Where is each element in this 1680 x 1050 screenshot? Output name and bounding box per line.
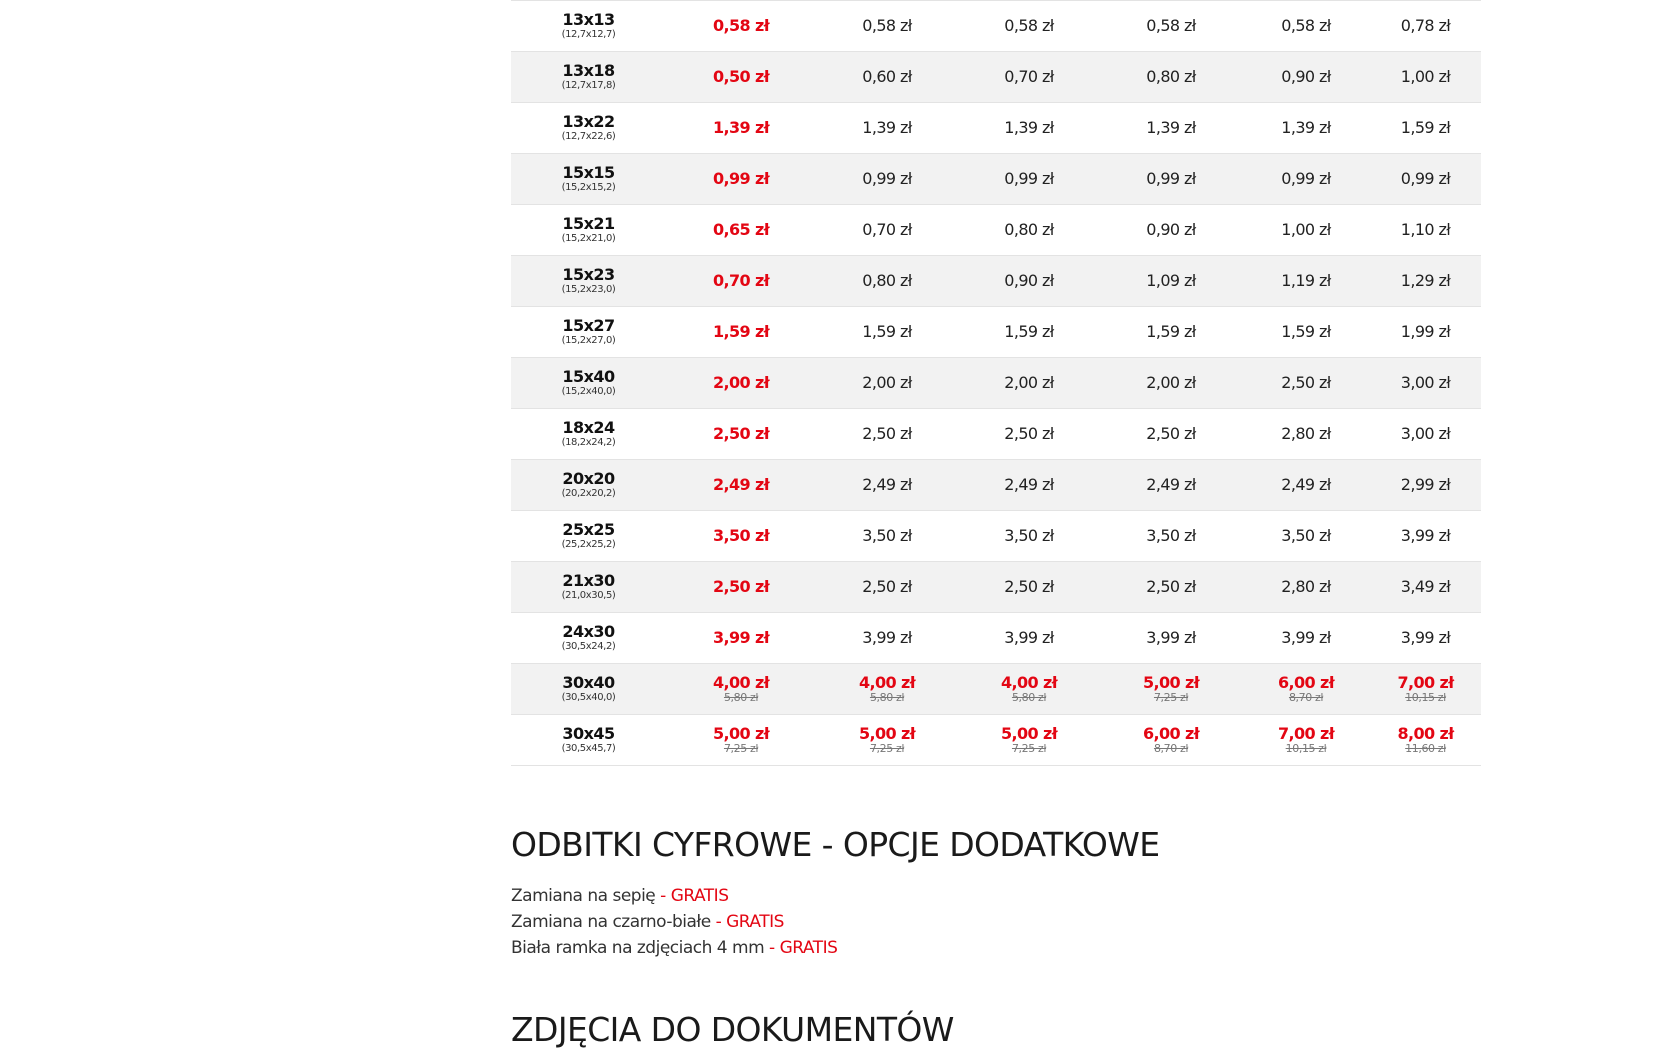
size-cell — [511, 664, 666, 715]
list-item — [511, 935, 837, 961]
price-value: 2,50 zł — [1004, 577, 1054, 596]
option-label: Biała ramka na zdjęciach 4 mm — [511, 938, 765, 958]
price-cell — [1100, 1, 1242, 52]
table-row — [511, 1, 1481, 52]
size-cell — [511, 52, 666, 103]
print-size: 15x27 — [562, 316, 615, 335]
price-value: 2,50 zł — [712, 577, 770, 596]
price-value: 1,59 zł — [862, 322, 912, 341]
price-cell — [1370, 103, 1481, 154]
size-cell — [511, 1, 666, 52]
table-row — [511, 715, 1481, 766]
price-cell — [666, 52, 816, 103]
price-cell — [1242, 205, 1370, 256]
price-cell — [666, 613, 816, 664]
price-cell — [1242, 154, 1370, 205]
price-cell — [666, 511, 816, 562]
print-dimensions: (15,2x21,0) — [561, 233, 616, 244]
old-price-value: 11,60 zł — [1405, 742, 1446, 755]
print-size: 13x22 — [562, 112, 615, 131]
price-cell — [666, 154, 816, 205]
price-cell — [816, 307, 958, 358]
old-price-value: 7,25 zł — [1011, 742, 1047, 755]
price-cell — [816, 154, 958, 205]
table-row — [511, 52, 1481, 103]
price-table-body — [511, 1, 1481, 766]
price-cell — [1242, 511, 1370, 562]
print-dimensions: (30,5x24,2) — [561, 641, 616, 652]
table-row — [511, 103, 1481, 154]
price-value: 2,80 zł — [1281, 577, 1331, 596]
print-size: 13x18 — [562, 61, 615, 80]
option-price-gratis: - GRATIS — [769, 938, 838, 958]
price-cell — [1100, 358, 1242, 409]
price-cell — [816, 205, 958, 256]
size-cell — [511, 460, 666, 511]
price-value: 5,00 zł — [712, 724, 770, 743]
price-cell — [816, 562, 958, 613]
price-cell — [1100, 562, 1242, 613]
price-value: 2,50 zł — [1281, 373, 1331, 392]
price-value: 0,99 zł — [1004, 169, 1054, 188]
price-cell — [1242, 664, 1370, 715]
price-value: 2,50 zł — [862, 577, 912, 596]
price-cell — [1370, 205, 1481, 256]
price-cell — [1370, 511, 1481, 562]
price-value: 2,99 zł — [1400, 475, 1451, 494]
price-value: 3,50 zł — [1004, 526, 1054, 545]
price-cell — [816, 409, 958, 460]
price-cell — [1100, 154, 1242, 205]
price-cell — [958, 511, 1100, 562]
price-cell — [1370, 460, 1481, 511]
size-cell — [511, 307, 666, 358]
size-cell — [511, 511, 666, 562]
price-cell — [666, 103, 816, 154]
price-cell — [1100, 307, 1242, 358]
price-cell — [1370, 715, 1481, 766]
price-value: 3,00 zł — [1400, 424, 1451, 443]
print-size: 18x24 — [562, 418, 615, 437]
price-cell — [816, 460, 958, 511]
price-value: 8,00 zł — [1397, 724, 1454, 743]
price-value: 0,58 zł — [1281, 16, 1331, 35]
price-value: 0,90 zł — [1146, 220, 1196, 239]
price-cell — [1242, 562, 1370, 613]
price-cell — [1242, 307, 1370, 358]
price-cell — [1100, 613, 1242, 664]
price-cell — [1242, 613, 1370, 664]
table-row — [511, 358, 1481, 409]
price-value: 0,80 zł — [862, 271, 912, 290]
print-dimensions: (15,2x40,0) — [561, 386, 616, 397]
price-value: 2,50 zł — [712, 424, 770, 443]
price-cell — [958, 103, 1100, 154]
price-value: 1,10 zł — [1400, 220, 1451, 239]
price-value: 0,65 zł — [712, 220, 770, 239]
price-cell — [1100, 664, 1242, 715]
price-cell — [816, 52, 958, 103]
price-cell — [1242, 52, 1370, 103]
size-cell — [511, 256, 666, 307]
print-size: 15x21 — [562, 214, 615, 233]
price-value: 0,70 zł — [1004, 67, 1054, 86]
price-cell — [1100, 52, 1242, 103]
price-cell — [1242, 358, 1370, 409]
price-cell — [816, 511, 958, 562]
price-value: 1,39 zł — [1281, 118, 1331, 137]
price-value: 0,50 zł — [712, 67, 770, 86]
price-value: 5,00 zł — [1000, 724, 1058, 743]
size-cell — [511, 715, 666, 766]
size-cell — [511, 205, 666, 256]
price-value: 3,50 zł — [862, 526, 912, 545]
old-price-value: 8,70 zł — [1288, 691, 1324, 704]
price-value: 3,00 zł — [1400, 373, 1451, 392]
price-value: 0,78 zł — [1400, 16, 1451, 35]
page-content — [511, 0, 1481, 1049]
size-cell — [511, 358, 666, 409]
price-value: 2,00 zł — [712, 373, 770, 392]
price-value: 2,50 zł — [1146, 577, 1196, 596]
print-size: 15x40 — [562, 367, 615, 386]
price-value: 1,00 zł — [1281, 220, 1331, 239]
price-value: 0,58 zł — [862, 16, 912, 35]
list-item — [511, 909, 837, 935]
price-cell — [1100, 256, 1242, 307]
price-cell — [1370, 613, 1481, 664]
options-list — [511, 883, 837, 961]
old-price-value: 7,25 zł — [723, 742, 759, 755]
price-cell — [1370, 409, 1481, 460]
price-value: 2,49 zł — [1146, 475, 1196, 494]
price-cell — [1100, 205, 1242, 256]
price-value: 3,50 zł — [712, 526, 770, 545]
price-value: 3,50 zł — [1281, 526, 1331, 545]
print-dimensions: (21,0x30,5) — [561, 590, 616, 601]
size-cell — [511, 154, 666, 205]
price-cell — [666, 358, 816, 409]
price-cell — [1100, 460, 1242, 511]
price-cell — [666, 205, 816, 256]
list-item — [511, 883, 837, 909]
price-cell — [666, 664, 816, 715]
print-size: 30x40 — [562, 673, 615, 692]
price-value: 0,70 zł — [862, 220, 912, 239]
price-cell — [1370, 154, 1481, 205]
print-dimensions: (12,7x22,6) — [561, 131, 616, 142]
price-value: 1,59 zł — [1146, 322, 1196, 341]
print-dimensions: (12,7x17,8) — [561, 80, 616, 91]
old-price-value: 7,25 zł — [869, 742, 905, 755]
price-value: 0,58 zł — [1004, 16, 1054, 35]
price-value: 1,59 zł — [1004, 322, 1054, 341]
price-value: 3,99 zł — [1400, 628, 1451, 647]
old-price-value: 7,25 zł — [1153, 691, 1189, 704]
print-dimensions: (20,2x20,2) — [561, 488, 616, 499]
price-value: 3,99 zł — [1146, 628, 1196, 647]
price-value: 3,50 zł — [1146, 526, 1196, 545]
table-row — [511, 562, 1481, 613]
print-size: 25x25 — [562, 520, 615, 539]
old-price-value: 10,15 zł — [1405, 691, 1446, 704]
price-cell — [958, 460, 1100, 511]
print-size: 20x20 — [562, 469, 615, 488]
price-cell — [958, 154, 1100, 205]
price-value: 6,00 zł — [1277, 673, 1335, 692]
price-value: 1,99 zł — [1400, 322, 1451, 341]
old-price-value: 5,80 zł — [723, 691, 759, 704]
price-value: 5,00 zł — [858, 724, 916, 743]
price-value: 3,49 zł — [1400, 577, 1451, 596]
table-row — [511, 256, 1481, 307]
price-table — [511, 0, 1481, 766]
table-row — [511, 460, 1481, 511]
table-row — [511, 154, 1481, 205]
price-value: 3,99 zł — [712, 628, 770, 647]
price-cell — [958, 1, 1100, 52]
price-value: 1,39 zł — [712, 118, 770, 137]
price-value: 2,80 zł — [1281, 424, 1331, 443]
price-cell — [816, 664, 958, 715]
price-cell — [1242, 1, 1370, 52]
price-cell — [666, 1, 816, 52]
price-value: 3,99 zł — [1281, 628, 1331, 647]
table-row — [511, 613, 1481, 664]
price-value: 0,99 zł — [862, 169, 912, 188]
price-value: 1,39 zł — [862, 118, 912, 137]
price-value: 2,50 zł — [1146, 424, 1196, 443]
price-value: 0,90 zł — [1004, 271, 1054, 290]
price-value: 4,00 zł — [858, 673, 916, 692]
price-cell — [1100, 409, 1242, 460]
price-value: 7,00 zł — [1277, 724, 1335, 743]
options-section-title: ODBITKI CYFROWE - OPCJE DODATKOWE — [511, 825, 1160, 864]
price-cell — [958, 256, 1100, 307]
price-value: 0,99 zł — [1400, 169, 1451, 188]
price-value: 2,49 zł — [712, 475, 770, 494]
print-dimensions: (12,7x12,7) — [561, 29, 616, 40]
price-value: 0,80 zł — [1004, 220, 1054, 239]
table-row — [511, 307, 1481, 358]
price-cell — [1370, 256, 1481, 307]
print-dimensions: (30,5x40,0) — [561, 692, 616, 703]
print-dimensions: (15,2x23,0) — [561, 284, 616, 295]
price-value: 5,00 zł — [1142, 673, 1200, 692]
price-cell — [816, 1, 958, 52]
print-dimensions: (15,2x15,2) — [561, 182, 616, 193]
old-price-value: 5,80 zł — [1011, 691, 1047, 704]
price-cell — [1100, 511, 1242, 562]
price-cell — [1100, 103, 1242, 154]
price-cell — [666, 307, 816, 358]
price-cell — [666, 715, 816, 766]
price-value: 2,49 zł — [1281, 475, 1331, 494]
price-cell — [816, 358, 958, 409]
size-cell — [511, 562, 666, 613]
price-cell — [958, 715, 1100, 766]
price-value: 2,49 zł — [862, 475, 912, 494]
print-size: 15x23 — [562, 265, 615, 284]
option-price-gratis: - GRATIS — [660, 886, 729, 906]
price-cell — [958, 358, 1100, 409]
price-value: 3,99 zł — [1004, 628, 1054, 647]
price-cell — [1370, 358, 1481, 409]
price-value: 1,29 zł — [1400, 271, 1451, 290]
price-value: 3,99 zł — [1400, 526, 1451, 545]
price-value: 4,00 zł — [1000, 673, 1058, 692]
price-value: 1,59 zł — [1281, 322, 1331, 341]
price-cell — [816, 103, 958, 154]
table-row — [511, 409, 1481, 460]
price-cell — [958, 562, 1100, 613]
price-cell — [666, 256, 816, 307]
price-value: 2,49 zł — [1004, 475, 1054, 494]
print-dimensions: (18,2x24,2) — [561, 437, 616, 448]
price-cell — [666, 460, 816, 511]
price-value: 1,00 zł — [1400, 67, 1451, 86]
size-cell — [511, 613, 666, 664]
option-price-gratis: - GRATIS — [715, 912, 784, 932]
price-value: 0,60 zł — [862, 67, 912, 86]
price-cell — [958, 205, 1100, 256]
price-cell — [958, 613, 1100, 664]
option-label: Zamiana na czarno-białe — [511, 912, 711, 932]
price-cell — [816, 613, 958, 664]
price-value: 2,50 zł — [1004, 424, 1054, 443]
price-cell — [958, 664, 1100, 715]
print-dimensions: (15,2x27,0) — [561, 335, 616, 346]
price-cell — [958, 307, 1100, 358]
price-cell — [958, 409, 1100, 460]
price-value: 1,39 zł — [1004, 118, 1054, 137]
price-value: 1,39 zł — [1146, 118, 1196, 137]
print-size: 30x45 — [562, 724, 615, 743]
price-cell — [1242, 409, 1370, 460]
price-cell — [666, 409, 816, 460]
price-value: 1,59 zł — [712, 322, 770, 341]
price-value: 7,00 zł — [1397, 673, 1454, 692]
price-cell — [1370, 307, 1481, 358]
price-value: 0,80 zł — [1146, 67, 1196, 86]
price-value: 0,99 zł — [1281, 169, 1331, 188]
print-size: 15x15 — [562, 163, 615, 182]
print-size: 21x30 — [562, 571, 615, 590]
size-cell — [511, 103, 666, 154]
price-value: 2,00 zł — [862, 373, 912, 392]
size-cell — [511, 409, 666, 460]
price-value: 1,59 zł — [1400, 118, 1451, 137]
price-cell — [1100, 715, 1242, 766]
old-price-value: 5,80 zł — [869, 691, 905, 704]
table-row — [511, 664, 1481, 715]
price-cell — [1242, 715, 1370, 766]
price-cell — [1242, 256, 1370, 307]
price-cell — [816, 256, 958, 307]
price-value: 4,00 zł — [712, 673, 770, 692]
price-value: 3,99 zł — [862, 628, 912, 647]
old-price-value: 8,70 zł — [1153, 742, 1189, 755]
price-cell — [958, 52, 1100, 103]
documents-section-title: ZDJĘCIA DO DOKUMENTÓW — [511, 1010, 954, 1049]
print-dimensions: (25,2x25,2) — [561, 539, 616, 550]
print-dimensions: (30,5x45,7) — [561, 743, 616, 754]
price-cell — [1370, 52, 1481, 103]
print-size: 24x30 — [562, 622, 615, 641]
price-cell — [666, 562, 816, 613]
price-value: 0,99 zł — [712, 169, 770, 188]
old-price-value: 10,15 zł — [1285, 742, 1327, 755]
price-value: 0,70 zł — [712, 271, 770, 290]
print-size: 13x13 — [562, 10, 615, 29]
price-value: 1,19 zł — [1281, 271, 1331, 290]
price-cell — [1370, 664, 1481, 715]
price-cell — [1242, 103, 1370, 154]
table-row — [511, 205, 1481, 256]
option-label: Zamiana na sepię — [511, 886, 656, 906]
table-row — [511, 511, 1481, 562]
price-value: 2,00 zł — [1146, 373, 1196, 392]
price-value: 2,00 zł — [1004, 373, 1054, 392]
price-value: 0,99 zł — [1146, 169, 1196, 188]
price-cell — [1242, 460, 1370, 511]
price-value: 1,09 zł — [1146, 271, 1196, 290]
price-cell — [816, 715, 958, 766]
price-value: 0,58 zł — [1146, 16, 1196, 35]
price-value: 0,90 zł — [1281, 67, 1331, 86]
price-value: 0,58 zł — [712, 16, 770, 35]
price-cell — [1370, 1, 1481, 52]
price-value: 6,00 zł — [1142, 724, 1200, 743]
price-cell — [1370, 562, 1481, 613]
price-value: 2,50 zł — [862, 424, 912, 443]
